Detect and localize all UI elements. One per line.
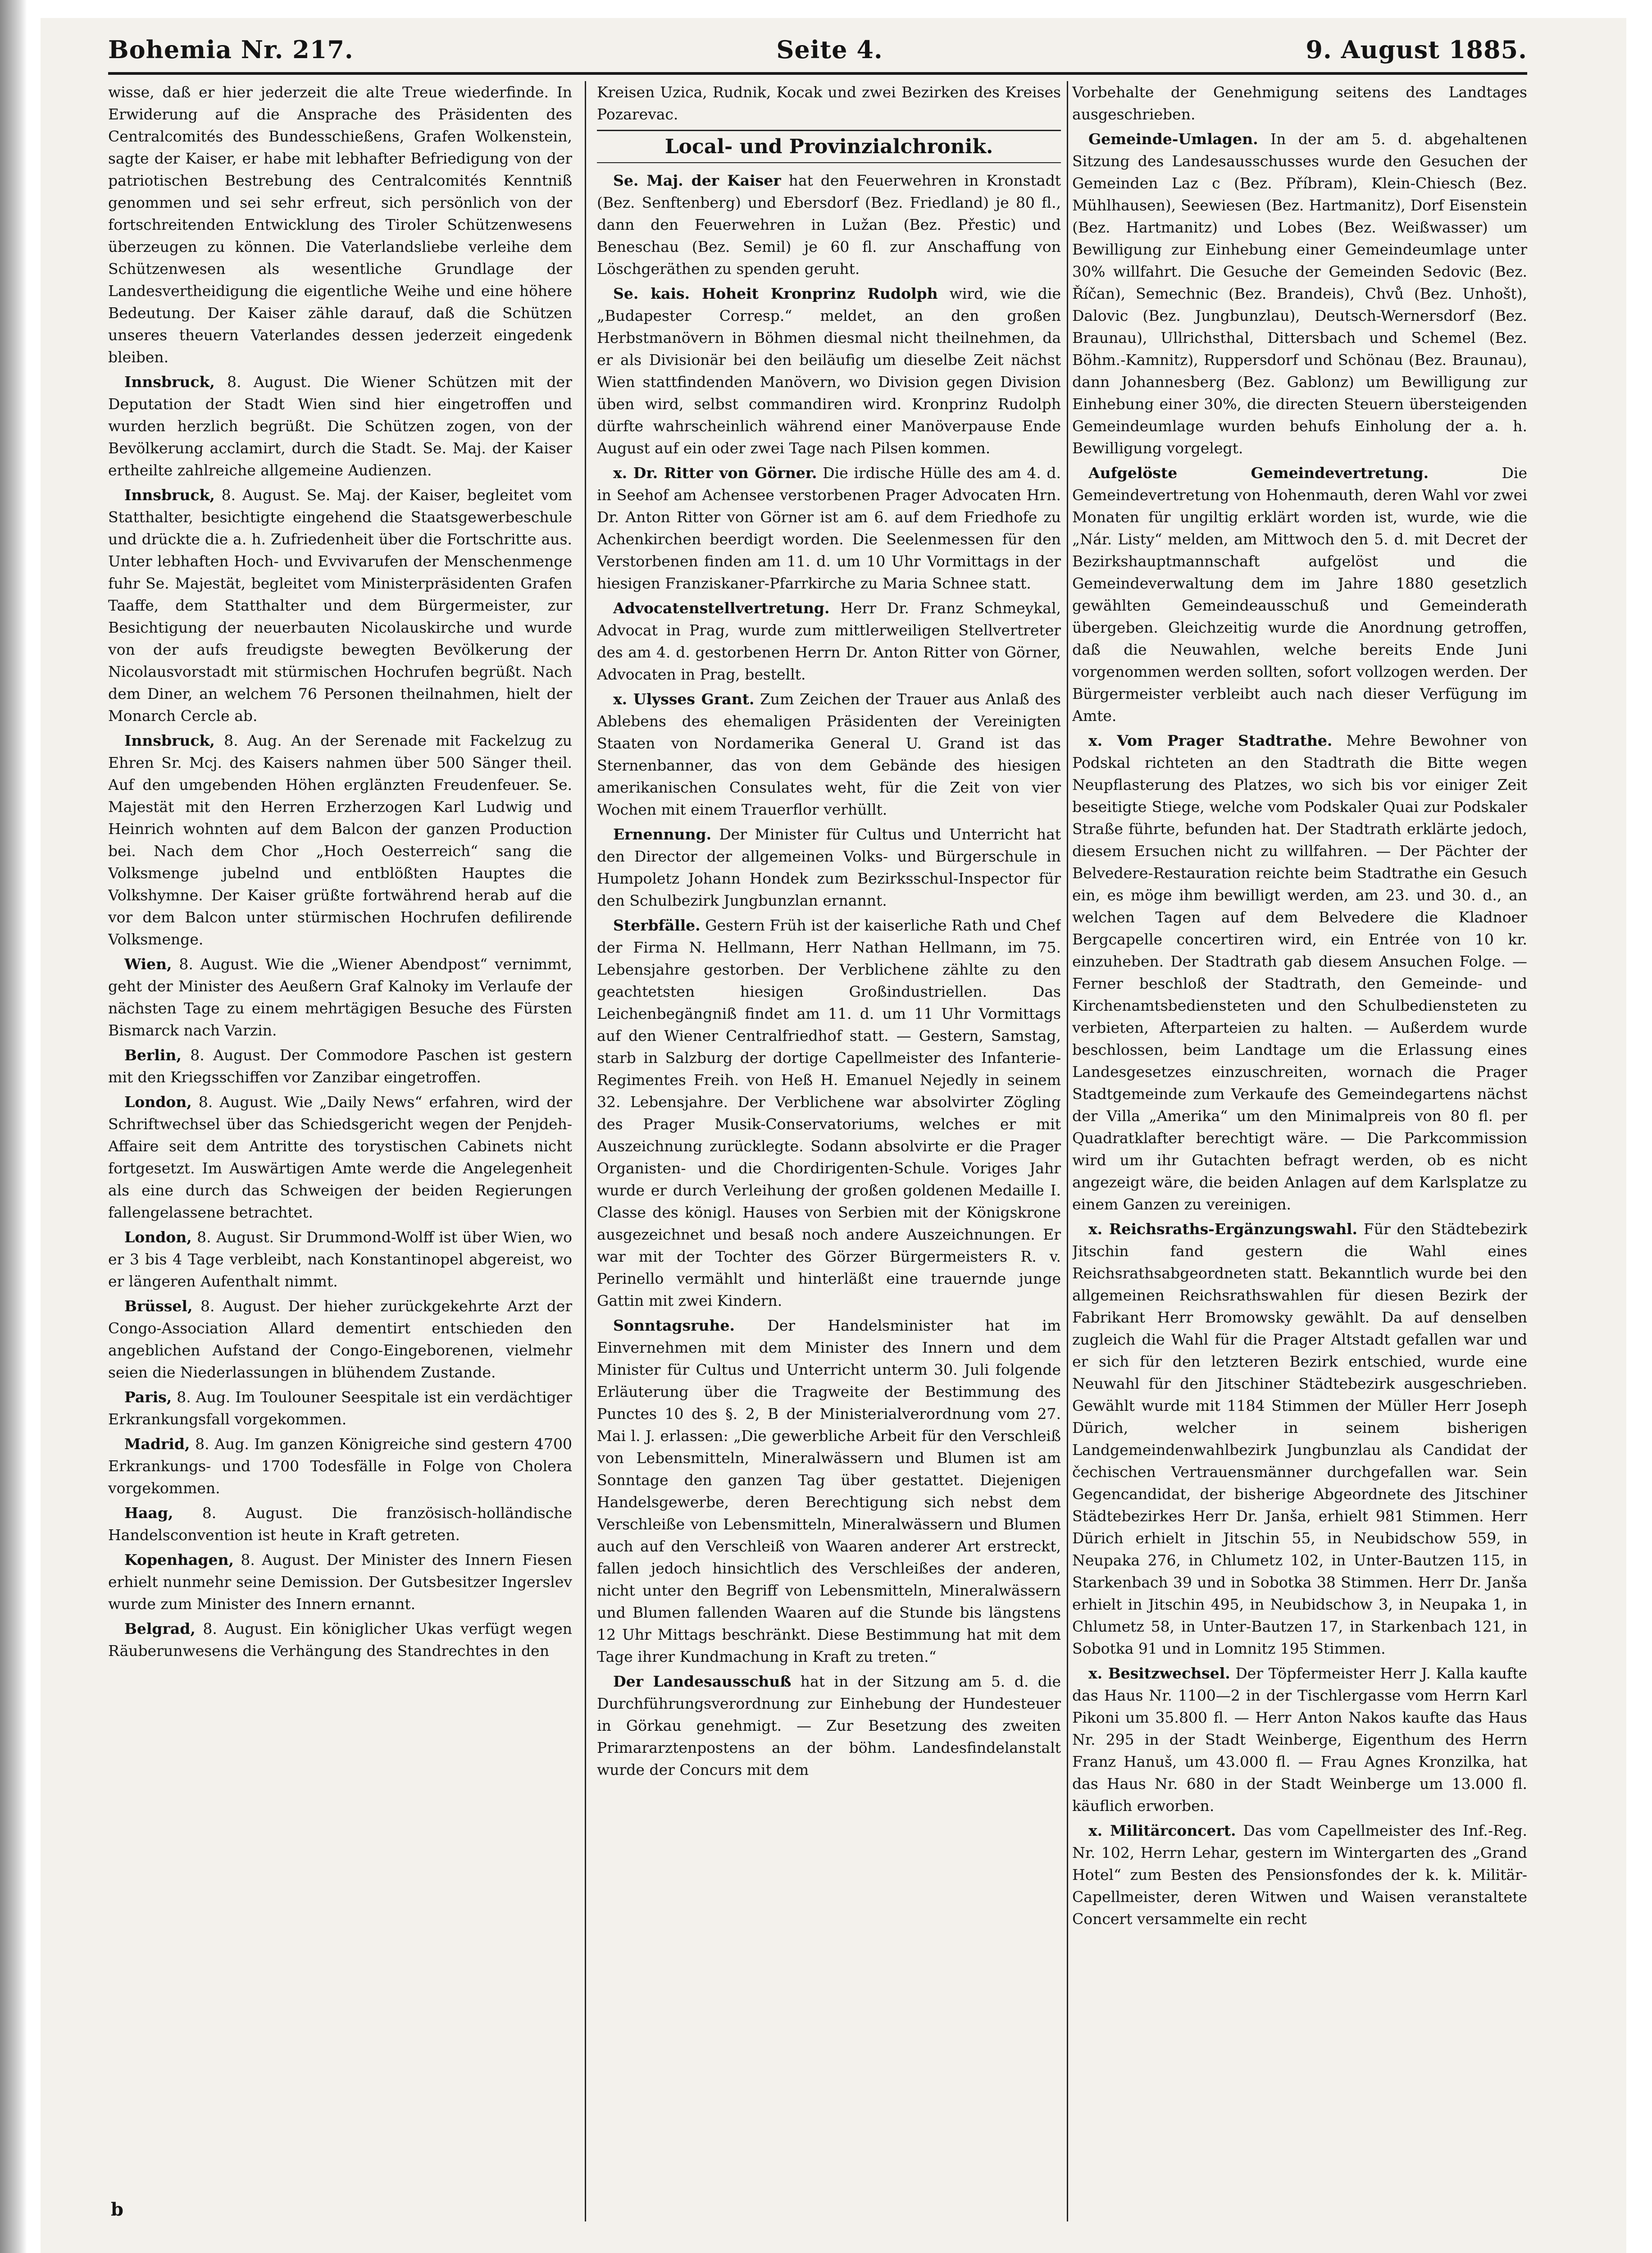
article-text: 8. Aug. An der Serenade mit Fackelzug zu Ehren Sr. Mcj. des Kaisers nahmen über 500 Sänger theil. Auf den umgebenden Höhen erglänzten Freudenfeuer. Se. Majestät mit den Herren Erzherzogen Karl Ludwig und Heinrich wohnten auf dem Balcon der ganzen Production bei. Nach dem Chor „Hoch Oesterreich“ sang die Volksmenge jubelnd und entblößten Hauptes die Volkshymne. Der Kaiser grüßte fortwährend herab auf die vor dem Balcon unter stürmischen Hochrufen defilirende Volksmenge. [108, 732, 572, 948]
scan-edge [0, 0, 27, 2253]
article-paragraph [108, 1618, 572, 1662]
article-paragraph [597, 823, 1061, 912]
article-heading: Gemeinde-Umlagen. [1088, 130, 1258, 148]
column-3 [1072, 81, 1527, 2199]
article-text: 8. August. Wie „Daily News“ erfahren, wird der Schriftwechsel über das Schiedsgericht wegen der Penjdeh-Affaire seit dem Antritte des torystischen Cabinets nicht fortgesetzt. Im Auswärtigen Amte werde die Angelegenheit als eine durch das Schweigen der beiden Regierungen fallengelassene betrachtet. [108, 1093, 572, 1221]
article-paragraph [108, 730, 572, 950]
article-paragraph [108, 1502, 572, 1546]
article-text: 8. August. Wie die „Wiener Abendpost“ vernimmt, geht der Minister des Aeußern Graf Kalnoky im Verlaufe der nächsten Tage zu einem mehrtägigen Besuche des Fürsten Bismarck nach Varzin. [108, 955, 572, 1039]
header-rule [108, 72, 1527, 75]
article-heading: x. Militärconcert. [1088, 1822, 1236, 1839]
article-paragraph [597, 1670, 1061, 1781]
article-text: 8. August. Sir Drummond-Wolff ist über Wien, wo er 3 bis 4 Tage verbleibt, nach Konstantinopel abgereist, wo er längeren Aufenthalt nimmt. [108, 1228, 572, 1290]
article-heading: Innsbruck, [124, 373, 215, 391]
article-heading: Kopenhagen, [124, 1551, 234, 1569]
article-paragraph [108, 81, 572, 368]
article-text: Mehre Bewohner von Podskal richteten an den Stadtrath die Bitte wegen Neupflasterung des Platzes, wo sich bis vor einiger Zeit beseitigte Stiege, welche vom Podskaler Quai zur Podskaler Straße führte, befunden hat. Der Stadtrath erklärte jedoch, diesem Ersuchen nicht zu willfahren. — Der Pächter der Belvedere-Restauration reichte beim Stadtrathe ein Gesuch ein, es möge ihm bewilligt werden, am 23. und 30. d., an welchen Tagen auf dem Belvedere die Kladnoer Bergcapelle concertiren wird, ein Entrée von 10 kr. einzuheben. Der Stadtrath gab diesem Ansuchen Folge. — Ferner beschloß der Stadtrath, den Gemeinde- und Kirchenamtsbediensteten und den Schulbediensteten zu verbieten, Afterparteien zu halten. — Außerdem wurde beschlossen, beim Landtage um die Erlassung eines Landesgesetzes einzuschreiten, wornach die Prager Stadtgemeinde zum Verkaufe des Gemeindegartens nächst der Villa „Amerika“ um den Minimalpreis von 80 fl. per Quadratklafter berechtigt wäre. — Die Parkcommission wird um ihr Gutachten befragt werden, ob es nicht angezeigt wäre, die beiden Anlagen auf dem Karlsplatze zu einem Ganzen zu vereinigen. [1072, 732, 1527, 1213]
article-paragraph [597, 169, 1061, 280]
article-paragraph [1072, 730, 1527, 1215]
article-heading: London, [124, 1093, 192, 1111]
article-heading: Berlin, [124, 1046, 182, 1064]
article-heading: Brüssel, [124, 1297, 193, 1315]
article-text: 8. August. Die französisch-holländische Handelsconvention ist heute in Kraft getreten. [108, 1504, 572, 1544]
article-text: wisse, daß er hier jederzeit die alte Treue wiederfinde. In Erwiderung auf die Ansprache des Präsidenten des Centralcomités des Bundesschießens, Grafen Wolkenstein, sagte der Kaiser, er habe mit lebhafter Befriedigung von der patriotischen Bestrebung des Centralcomités Kenntniß genommen und sei sehr erfreut, sich persönlich von der fortschreitenden Entwicklung des Tiroler Schützenwesens überzeugen zu können. Die Vaterlandsliebe verleihe dem Schützenwesen als wesentliche Grundlage der Landesvertheidigung die eigentliche Weihe und eine höhere Bedeutung. Der Kaiser zähle darauf, daß die Schützen unseres theuern Vaterlandes dessen jederzeit eingedenk bleiben. [108, 83, 572, 366]
article-paragraph [597, 688, 1061, 821]
article-text: 8. Aug. Im ganzen Königreiche sind gestern 4700 Erkrankungs- und 1700 Todesfälle in Folge von Cholera vorgekommen. [108, 1435, 572, 1497]
article-heading: Haag, [124, 1504, 173, 1522]
article-heading: Der Landesausschuß [613, 1673, 792, 1690]
column-rule [1067, 81, 1068, 2221]
article-paragraph [108, 1433, 572, 1499]
article-text: Der Handelsminister hat im Einvernehmen mit dem Minister des Innern und dem Minister für Cultus und Unterricht unterm 30. Juli folgende Erläuterung über die Tragweite der Bestimmung des Punctes 10 des §. 2, B der Ministerialverordnung vom 27. Mai l. J. erlassen: „Die gewerbliche Arbeit für den Verschleiß von Lebensmitteln, Mineralwässern und Blumen ist am Sonntage den ganzen Tag über gestattet. Diejenigen Handelsgewerbe, deren Berechtigung sich nebst dem Verschleiße von Lebensmitteln, Mineralwässern und Blumen auch auf den Verschleiß von Waaren anderer Art erstreckt, fallen jedoch hinsichtlich des Verschleißes der anderen, nicht unter den Begriff von Lebensmitteln, Mineralwässern und Blumen fallenden Waaren auf die Stunde bis längstens 12 Uhr Mittags beschränkt. Diese Bestimmung hat mit dem Tage ihrer Kundmachung in Kraft zu treten.“ [597, 1317, 1061, 1665]
article-paragraph [1072, 128, 1527, 459]
article-paragraph [108, 1226, 572, 1292]
article-paragraph [597, 283, 1061, 459]
article-paragraph [1072, 81, 1527, 125]
article-heading: x. Reichsraths-Ergänzungswahl. [1088, 1220, 1358, 1238]
paper-issue: Bohemia Nr. 217. [108, 35, 354, 64]
article-text: Vorbehalte der Genehmigung seitens des Landtages ausgeschrieben. [1072, 83, 1527, 123]
article-paragraph [108, 1386, 572, 1430]
article-heading: Belgrad, [124, 1620, 196, 1637]
article-text: 8. August. Der hieher zurückgekehrte Arzt der Congo-Association Allard dementirt entschieden den angeblichen Aufstand der Congo-Eingeborenen, vielmehr seien die Niederlassungen in blühendem Zustande. [108, 1297, 572, 1381]
column-2 [597, 81, 1061, 2199]
article-text: Herr Dr. Franz Schmeykal, Advocat in Prag, wurde zum mittlerweiligen Stellvertreter des am 4. d. gestorbenen Herrn Dr. Anton Ritter von Görner, Advocaten in Prag, bestellt. [597, 599, 1061, 683]
article-paragraph [597, 462, 1061, 594]
article-text: Der Töpfermeister Herr J. Kalla kaufte das Haus Nr. 1100—2 in der Tischlergasse vom Herrn Karl Pikoni um 35.800 fl. — Herr Anton Nakos kaufte das Haus Nr. 295 in der Stadt Weinberge, Eigenthum des Herrn Franz Hanuš, um 43.000 fl. — Frau Agnes Kronzilka, hat das Haus Nr. 680 in der Stadt Weinberge um 13.000 fl. käuflich erworben. [1072, 1665, 1527, 1815]
article-heading: Madrid, [124, 1435, 190, 1453]
article-text: 8. August. Ein königlicher Ukas verfügt wegen Räuberunwesens die Verhängung des Standrechtes in den [108, 1620, 572, 1660]
page-header [108, 32, 1527, 68]
article-text: In der am 5. d. abgehaltenen Sitzung des Landesausschusses wurde den Gesuchen der Gemeinden Laz c (Bez. Příbram), Klein-Chiesch (Bez. Mühlhausen), Seewiesen (Bez. Hartmanitz), Dorf Eisenstein (Bez. Hartmanitz) und Lobes (Bez. Weißwasser) um Bewilligung zur Einhebung einer Gemeindeumlage unter 30% willfahrt. Die Gesuche der Gemeinden Sedovic (Bez. Říčan), Semechnic (Bez. Brandeis), Chvů (Bez. Unhošt), Dalovic (Bez. Jungbunzlau), Deutsch-Wernersdorf (Bez. Braunau), Ullrichsthal, Dittersbach und Schemel (Bez. Böhm.-Kamnitz), Ruppersdorf und Schönau (Bez. Braunau), dann Johannesberg (Bez. Gablonz) um Bewilligung zur Einhebung einer 30%, die directen Steuern übersteigenden Gemeindeumlage wurden behufs Einholung der a. h. Bewilligung vorgelegt. [1072, 130, 1527, 457]
article-paragraph [1072, 462, 1527, 727]
article-paragraph [108, 1549, 572, 1615]
article-text: Gestern Früh ist der kaiserliche Rath und Chef der Firma N. Hellmann, Herr Nathan Hellmann, im 75. Lebensjahre gestorben. Der Verblichene zählte zu den geachtetsten hiesigen Großindustriellen. Das Leichenbegängniß findet am 11. d. um 11 Uhr Vormittags auf den Wiener Centralfriedhof statt. — Gestern, Samstag, starb in Salzburg der dortige Capellmeister des Infanterie-Regimentes Freih. von Heß H. Emanuel Nejedly in seinem 32. Lebensjahre. Der Verblichene war absolvirter Zögling des Prager Musik-Conservatoriums, welches er mit Auszeichnung zurücklegte. Sodann absolvirte er die Prager Organisten- und die Chordirigenten-Schule. Voriges Jahr wurde er durch Verleihung der großen goldenen Medaille I. Classe des königl. Hauses von Serbien mit der Königskrone ausgezeichnet und besaß noch andere Auszeichnungen. Er war mit der Tochter des Görzer Bürgermeisters R. v. Perinello vermählt und hinterläßt eine trauernde junge Gattin mit zwei Kindern. [597, 917, 1061, 1309]
article-heading: Wien, [124, 955, 172, 973]
column-2-lead: Kreisen Uzica, Rudnik, Kocak und zwei Bezirken des Kreises Pozarevac. [597, 83, 1061, 123]
article-paragraph [597, 597, 1061, 685]
article-paragraph [1072, 1820, 1527, 1930]
column-rule [585, 81, 586, 2221]
article-heading: x. Besitzwechsel. [1088, 1665, 1230, 1682]
article-text: Das vom Capellmeister des Inf.-Reg. Nr. 102, Herrn Lehar, gestern im Wintergarten des „Grand Hotel“ zum Besten des Pensionsfondes der k. k. Militär-Capellmeister, deren Witwen und Waisen veranstaltete Concert versammelte ein recht [1072, 1822, 1527, 1928]
article-text: 8. August. Der Minister des Innern Fiesen erhielt nunmehr seine Demission. Der Gutsbesitzer Ingerslev wurde zum Minister des Innern ernannt. [108, 1551, 572, 1613]
article-text: Die Gemeindevertretung von Hohenmauth, deren Wahl vor zwei Monaten für ungiltig erklärt worden ist, wurde, wie die „Nár. Listy“ melden, am Mittwoch den 5. d. mit Decret der Bezirkshauptmannschaft aufgelöst und die Gemeindeverwaltung dem im Jahre 1880 gesetzlich gewählten Gemeindeausschuß und Gemeinderath übergeben. Gleichzeitig wurde die Anordnung getroffen, daß die Neuwahlen, welche bereits Ende Juni vorgenommen werden sollten, sofort vollzogen werden. Der Bürgermeister verbleibt auch nach dieser Verfügung im Amte. [1072, 464, 1527, 725]
article-text: 8. August. Die Wiener Schützen mit der Deputation der Stadt Wien sind hier eingetroffen und wurden herzlich begrüßt. Die Schützen zogen, von der Bevölkerung acclamirt, durch die Stadt. Se. Maj. der Kaiser ertheilte zahlreiche allgemeine Audienzen. [108, 373, 572, 479]
article-text: Der Minister für Cultus und Unterricht hat den Director der allgemeinen Volks- und Bürgerschule in Humpoletz Johann Hondek zum Bezirksschul-Inspector für den Schulbezirk Jungbunzlan ernannt. [597, 825, 1061, 909]
article-heading: Innsbruck, [124, 486, 215, 504]
article-text: hat den Feuerwehren in Kronstadt (Bez. Senftenberg) und Ebersdorf (Bez. Friedland) je 80 fl., dann den Feuerwehren in Lužan (Bez. Přestic) und Beneschau (Bez. Semil) je 60 fl. zur Anschaffung von Löschgeräthen zu spenden geruht. [597, 172, 1061, 278]
article-paragraph [1072, 1662, 1527, 1817]
article-heading: Innsbruck, [124, 732, 215, 749]
article-heading: Se. Maj. der Kaiser [613, 172, 781, 189]
article-text: Zum Zeichen der Trauer aus Anlaß des Ablebens des ehemaligen Präsidenten der Vereinigten Staaten von Nordamerika General U. Grand ist das Sternenbanner, das von dem Gebände des hiesigen amerikanischen Consulates weht, für die Zeit von vier Wochen mit einem Trauerflor verhüllt. [597, 690, 1061, 818]
article-text: hat in der Sitzung am 5. d. die Durchführungsverordnung zur Einhebung der Hundesteuer in Görkau genehmigt. — Zur Besetzung des zweiten Primararztenpostens an der böhm. Landesfindelanstalt wurde der Concurs mit dem [597, 1673, 1061, 1779]
article-heading: x. Vom Prager Stadtrathe. [1088, 732, 1333, 749]
column-1 [108, 81, 572, 2199]
article-heading: x. Dr. Ritter von Görner. [613, 464, 817, 482]
page-number: Seite 4. [776, 35, 883, 64]
article-heading: Sterbfälle. [613, 917, 701, 934]
section-title: Local- und Provinzialchronik. [597, 130, 1061, 163]
article-paragraph [108, 1295, 572, 1383]
article-heading: Aufgelöste Gemeindevertretung. [1088, 464, 1429, 482]
footer-mark: b [111, 2199, 123, 2220]
article-heading: Advocatenstellvertretung. [613, 599, 830, 617]
article-heading: Ernennung. [613, 825, 712, 843]
article-heading: Paris, [124, 1388, 172, 1406]
article-text: 8. Aug. Im Toulouner Seespitale ist ein verdächtiger Erkrankungsfall vorgekommen. [108, 1388, 572, 1428]
article-heading: x. Ulysses Grant. [613, 690, 755, 708]
issue-date: 9. August 1885. [1306, 35, 1527, 64]
article-paragraph [108, 484, 572, 727]
article-text: 8. August. Se. Maj. der Kaiser, begleitet vom Statthalter, besichtigte eingehend die Staatsgewerbeschule und drückte die a. h. Zufriedenheit über die Fortschritte aus. Unter lebhaften Hoch- und Evvivarufen der Menschenmenge fuhr Se. Majestät, begleitet vom Ministerpräsidenten Grafen Taaffe, dem Statthalter und dem Bürgermeister, zur Besichtigung der neuerbauten Nicolauskirche und wurde von der aufs freudigste bewegten Bevölkerung der Nicolausvorstadt mit stürmischen Hochrufen begrüßt. Nach dem Diner, an welchem 76 Personen theilnahmen, hielt der Monarch Cercle ab. [108, 486, 572, 725]
article-paragraph [108, 1044, 572, 1088]
article-paragraph [597, 914, 1061, 1312]
article-text: 8. August. Der Commodore Paschen ist gestern mit den Kriegsschiffen vor Zanzibar eingetroffen. [108, 1046, 572, 1086]
article-heading: Sonntagsruhe. [613, 1317, 735, 1334]
article-heading: Se. kais. Hoheit Kronprinz Rudolph [613, 285, 938, 302]
article-paragraph [108, 1091, 572, 1223]
article-paragraph [108, 953, 572, 1041]
article-text: wird, wie die „Budapester Corresp.“ meldet, an den großen Herbstmanövern in Böhmen diesmal nicht theilnehmen, da er als Divisionär bei den beiläufig um dieselbe Zeit nächst Wien stattfindenden Manövern, wo Division gegen Division üben wird, selbst commandiren wird. Kronprinz Rudolph dürfte wahrscheinlich während einer Manöverpause Ende August auf ein oder zwei Tage nach Pilsen kommen. [597, 285, 1061, 457]
article-paragraph [108, 371, 572, 481]
article-text: Die irdische Hülle des am 4. d. in Seehof am Achensee verstorbenen Prager Advocaten Hrn. Dr. Anton Ritter von Görner ist am 6. auf dem Friedhofe zu Achenkirchen beerdigt worden. Die Seelenmessen für den Verstorbenen finden am 11. d. um 10 Uhr Vormittags in der hiesigen Franziskaner-Pfarrkirche zu Maria Schnee statt. [597, 464, 1061, 592]
article-paragraph [1072, 1218, 1527, 1660]
article-paragraph [597, 1314, 1061, 1668]
article-text: Für den Städtebezirk Jitschin fand gestern die Wahl eines Reichsrathsabgeordneten statt. Bekanntlich wurde bei den allgemeinen Reichsrathswahlen für diesen Bezirk der Fabrikant Herr Bromowsky gewählt. Da auf denselben zugleich die Wahl für die Prager Altstadt gefallen war und er sich für den letzteren Bezirk entschied, wurde eine Neuwahl für den Jitschiner Städtebezirk ausgeschrieben. Gewählt wurde mit 1184 Stimmen der Müller Herr Joseph Dürich, welcher in seinem bisherigen Landgemeindenwahlbezirk Jungbunzlau als Candidat der čechischen Vertrauensmänner durchgefallen war. Sein Gegencandidat, der bisherige Abgeordnete des Jitschiner Städtebezirkes Herr Dr. Janša, erhielt 981 Stimmen. Herr Dürich erhielt in Jitschin 55, in Neubidschow 559, in Neupaka 276, in Chlumetz 102, in Unter-Bautzen 115, in Starkenbach 39 und in Sobotka 38 Stimmen. Herr Dr. Janša erhielt in Jitschin 495, in Neubidschow 3, in Neupaka 1, in Chlumetz 58, in Unter-Bautzen 17, in Starkenbach 121, in Sobotka 91 und in Lomnitz 195 Stimmen. [1072, 1220, 1527, 1657]
article-heading: London, [124, 1228, 192, 1246]
